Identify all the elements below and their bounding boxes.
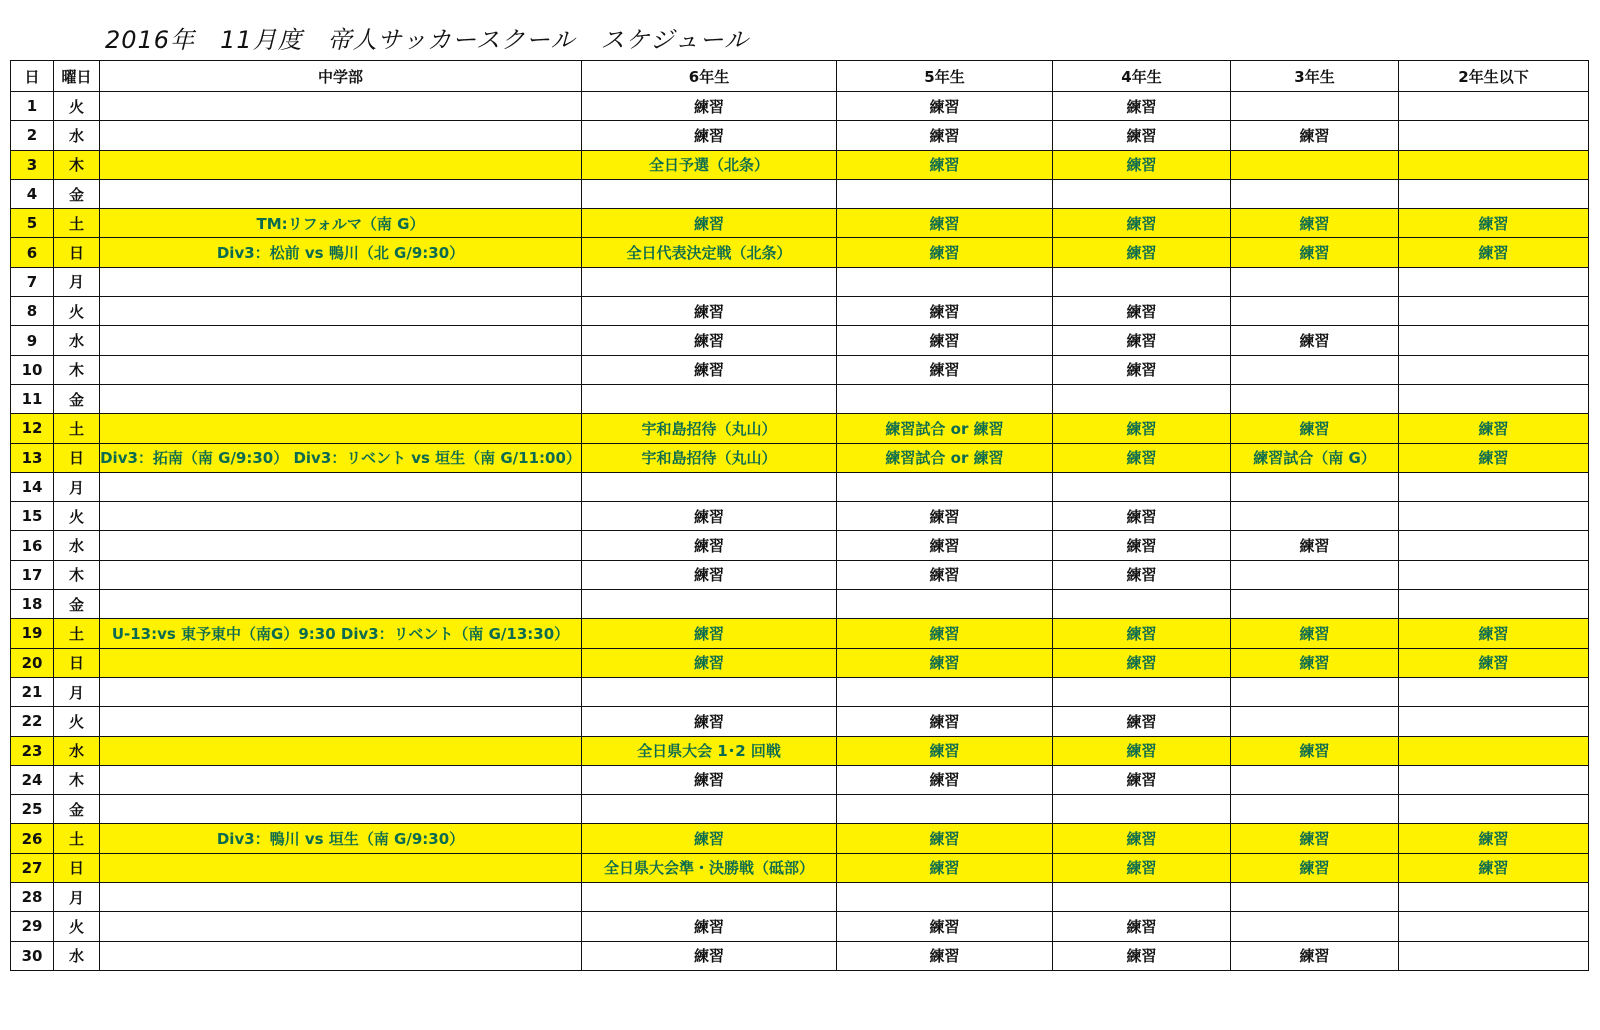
- day-cell: 22: [11, 707, 54, 736]
- junior-high-cell: [100, 179, 582, 208]
- grade6-cell: 全日県大会 1･2 回戦: [582, 736, 837, 765]
- grade6-cell: [582, 179, 837, 208]
- day-cell: 15: [11, 502, 54, 531]
- table-row: [11, 677, 1589, 706]
- weekday-cell: 土: [54, 209, 100, 238]
- header-grade2-below: 2年生以下: [1399, 61, 1589, 92]
- grade5-cell: 練習: [837, 619, 1053, 648]
- grade4-cell: 練習: [1053, 326, 1231, 355]
- table-row: [11, 443, 1589, 472]
- grade3-cell: [1231, 179, 1399, 208]
- grade4-cell: 練習: [1053, 853, 1231, 882]
- grade5-cell: [837, 795, 1053, 824]
- grade5-cell: 練習試合 or 練習: [837, 414, 1053, 443]
- table-row: [11, 297, 1589, 326]
- junior-high-cell: [100, 502, 582, 531]
- table-row: [11, 795, 1589, 824]
- table-row: [11, 560, 1589, 589]
- junior-high-cell: TM:リフォルマ（南 G）: [100, 209, 582, 238]
- day-cell: 30: [11, 941, 54, 970]
- day-cell: 27: [11, 853, 54, 882]
- junior-high-cell: [100, 92, 582, 121]
- grade3-cell: [1231, 267, 1399, 296]
- grade2-below-cell: [1399, 765, 1589, 794]
- grade3-cell: [1231, 297, 1399, 326]
- weekday-cell: 土: [54, 619, 100, 648]
- grade6-cell: 練習: [582, 297, 837, 326]
- grade4-cell: 練習: [1053, 121, 1231, 150]
- table-row: [11, 590, 1589, 619]
- grade5-cell: [837, 384, 1053, 413]
- grade4-cell: [1053, 883, 1231, 912]
- grade4-cell: 練習: [1053, 824, 1231, 853]
- grade4-cell: [1053, 677, 1231, 706]
- grade3-cell: 練習: [1231, 853, 1399, 882]
- grade6-cell: [582, 677, 837, 706]
- grade3-cell: 練習: [1231, 209, 1399, 238]
- day-cell: 24: [11, 765, 54, 794]
- junior-high-cell: [100, 677, 582, 706]
- grade3-cell: 練習: [1231, 238, 1399, 267]
- junior-high-cell: [100, 765, 582, 794]
- grade5-cell: [837, 883, 1053, 912]
- junior-high-cell: [100, 795, 582, 824]
- grade4-cell: 練習: [1053, 92, 1231, 121]
- grade6-cell: 練習: [582, 941, 837, 970]
- grade2-below-cell: [1399, 502, 1589, 531]
- grade6-cell: 練習: [582, 531, 837, 560]
- day-cell: 16: [11, 531, 54, 560]
- table-row: [11, 765, 1589, 794]
- junior-high-cell: [100, 648, 582, 677]
- schedule-table: [10, 60, 1589, 971]
- grade2-below-cell: [1399, 795, 1589, 824]
- weekday-cell: 木: [54, 150, 100, 179]
- grade3-cell: 練習: [1231, 648, 1399, 677]
- junior-high-cell: [100, 883, 582, 912]
- day-cell: 28: [11, 883, 54, 912]
- junior-high-cell: [100, 941, 582, 970]
- day-cell: 9: [11, 326, 54, 355]
- grade6-cell: 練習: [582, 326, 837, 355]
- grade6-cell: 練習: [582, 355, 837, 384]
- day-cell: 20: [11, 648, 54, 677]
- table-row: [11, 92, 1589, 121]
- grade5-cell: [837, 677, 1053, 706]
- grade4-cell: 練習: [1053, 297, 1231, 326]
- grade6-cell: [582, 795, 837, 824]
- weekday-cell: 木: [54, 765, 100, 794]
- grade5-cell: [837, 590, 1053, 619]
- grade5-cell: [837, 472, 1053, 501]
- weekday-cell: 月: [54, 677, 100, 706]
- grade2-below-cell: [1399, 736, 1589, 765]
- weekday-cell: 日: [54, 648, 100, 677]
- grade2-below-cell: 練習: [1399, 414, 1589, 443]
- grade3-cell: [1231, 472, 1399, 501]
- junior-high-cell: [100, 912, 582, 941]
- grade6-cell: [582, 590, 837, 619]
- grade2-below-cell: [1399, 150, 1589, 179]
- day-cell: 25: [11, 795, 54, 824]
- junior-high-cell: [100, 707, 582, 736]
- junior-high-cell: [100, 121, 582, 150]
- grade6-cell: [582, 384, 837, 413]
- grade2-below-cell: [1399, 677, 1589, 706]
- grade6-cell: 練習: [582, 560, 837, 589]
- grade6-cell: [582, 883, 837, 912]
- grade5-cell: 練習: [837, 326, 1053, 355]
- grade2-below-cell: [1399, 912, 1589, 941]
- grade6-cell: 練習: [582, 619, 837, 648]
- weekday-cell: 月: [54, 267, 100, 296]
- grade2-below-cell: 練習: [1399, 648, 1589, 677]
- grade6-cell: 練習: [582, 92, 837, 121]
- grade5-cell: 練習: [837, 150, 1053, 179]
- weekday-cell: 火: [54, 502, 100, 531]
- grade5-cell: 練習: [837, 121, 1053, 150]
- grade4-cell: [1053, 179, 1231, 208]
- day-cell: 3: [11, 150, 54, 179]
- grade3-cell: [1231, 677, 1399, 706]
- grade4-cell: 練習: [1053, 414, 1231, 443]
- header-day: 日: [11, 61, 54, 92]
- junior-high-cell: [100, 355, 582, 384]
- grade3-cell: [1231, 150, 1399, 179]
- grade3-cell: [1231, 883, 1399, 912]
- grade6-cell: 練習: [582, 502, 837, 531]
- junior-high-cell: [100, 414, 582, 443]
- weekday-cell: 土: [54, 824, 100, 853]
- table-row: [11, 414, 1589, 443]
- table-row: [11, 648, 1589, 677]
- grade3-cell: 練習試合（南 G）: [1231, 443, 1399, 472]
- day-cell: 26: [11, 824, 54, 853]
- day-cell: 17: [11, 560, 54, 589]
- grade4-cell: 練習: [1053, 707, 1231, 736]
- grade2-below-cell: [1399, 384, 1589, 413]
- junior-high-cell: [100, 384, 582, 413]
- grade5-cell: 練習試合 or 練習: [837, 443, 1053, 472]
- day-cell: 19: [11, 619, 54, 648]
- grade6-cell: 練習: [582, 209, 837, 238]
- table-row: [11, 150, 1589, 179]
- grade6-cell: 練習: [582, 707, 837, 736]
- grade6-cell: 練習: [582, 765, 837, 794]
- junior-high-cell: [100, 297, 582, 326]
- day-cell: 13: [11, 443, 54, 472]
- grade2-below-cell: 練習: [1399, 443, 1589, 472]
- weekday-cell: 火: [54, 912, 100, 941]
- grade4-cell: [1053, 472, 1231, 501]
- grade5-cell: 練習: [837, 92, 1053, 121]
- grade4-cell: [1053, 267, 1231, 296]
- day-cell: 4: [11, 179, 54, 208]
- weekday-cell: 日: [54, 853, 100, 882]
- grade2-below-cell: [1399, 267, 1589, 296]
- junior-high-cell: [100, 150, 582, 179]
- junior-high-cell: U-13:vs 東予東中（南G）9:30 Div3：リベント（南 G/13:30）: [100, 619, 582, 648]
- weekday-cell: 火: [54, 297, 100, 326]
- weekday-cell: 火: [54, 92, 100, 121]
- day-cell: 29: [11, 912, 54, 941]
- grade3-cell: [1231, 590, 1399, 619]
- grade3-cell: 練習: [1231, 619, 1399, 648]
- grade4-cell: 練習: [1053, 560, 1231, 589]
- header-grade5: 5年生: [837, 61, 1053, 92]
- header-grade4: 4年生: [1053, 61, 1231, 92]
- day-cell: 10: [11, 355, 54, 384]
- grade4-cell: 練習: [1053, 150, 1231, 179]
- grade6-cell: 練習: [582, 121, 837, 150]
- grade5-cell: 練習: [837, 765, 1053, 794]
- grade5-cell: 練習: [837, 912, 1053, 941]
- grade2-below-cell: [1399, 179, 1589, 208]
- grade2-below-cell: [1399, 472, 1589, 501]
- table-row: [11, 883, 1589, 912]
- weekday-cell: 水: [54, 941, 100, 970]
- table-row: [11, 326, 1589, 355]
- grade4-cell: 練習: [1053, 648, 1231, 677]
- grade2-below-cell: [1399, 707, 1589, 736]
- table-row: [11, 736, 1589, 765]
- junior-high-cell: Div3：松前 vs 鴨川（北 G/9:30）: [100, 238, 582, 267]
- grade3-cell: [1231, 355, 1399, 384]
- grade6-cell: 全日代表決定戦（北条）: [582, 238, 837, 267]
- grade5-cell: 練習: [837, 707, 1053, 736]
- junior-high-cell: [100, 326, 582, 355]
- table-row: [11, 824, 1589, 853]
- grade3-cell: [1231, 765, 1399, 794]
- table-row: [11, 853, 1589, 882]
- grade4-cell: 練習: [1053, 619, 1231, 648]
- weekday-cell: 日: [54, 443, 100, 472]
- table-row: [11, 238, 1589, 267]
- grade6-cell: 全日予選（北条）: [582, 150, 837, 179]
- grade6-cell: [582, 267, 837, 296]
- table-row: [11, 531, 1589, 560]
- table-row: [11, 179, 1589, 208]
- grade5-cell: 練習: [837, 941, 1053, 970]
- table-row: [11, 912, 1589, 941]
- grade3-cell: 練習: [1231, 326, 1399, 355]
- table-row: [11, 267, 1589, 296]
- day-cell: 12: [11, 414, 54, 443]
- weekday-cell: 日: [54, 238, 100, 267]
- grade4-cell: 練習: [1053, 736, 1231, 765]
- header-grade6: 6年生: [582, 61, 837, 92]
- grade5-cell: 練習: [837, 853, 1053, 882]
- grade2-below-cell: 練習: [1399, 238, 1589, 267]
- grade2-below-cell: [1399, 121, 1589, 150]
- weekday-cell: 木: [54, 355, 100, 384]
- table-row: [11, 619, 1589, 648]
- grade6-cell: 練習: [582, 824, 837, 853]
- grade3-cell: 練習: [1231, 824, 1399, 853]
- grade3-cell: [1231, 560, 1399, 589]
- day-cell: 21: [11, 677, 54, 706]
- grade2-below-cell: [1399, 531, 1589, 560]
- grade3-cell: [1231, 384, 1399, 413]
- weekday-cell: 金: [54, 384, 100, 413]
- grade4-cell: 練習: [1053, 502, 1231, 531]
- day-cell: 8: [11, 297, 54, 326]
- grade4-cell: [1053, 384, 1231, 413]
- grade5-cell: 練習: [837, 824, 1053, 853]
- weekday-cell: 木: [54, 560, 100, 589]
- table-row: [11, 384, 1589, 413]
- grade6-cell: 全日県大会準・決勝戦（砥部）: [582, 853, 837, 882]
- weekday-cell: 火: [54, 707, 100, 736]
- day-cell: 14: [11, 472, 54, 501]
- day-cell: 7: [11, 267, 54, 296]
- junior-high-cell: [100, 853, 582, 882]
- grade3-cell: 練習: [1231, 736, 1399, 765]
- grade3-cell: 練習: [1231, 121, 1399, 150]
- grade5-cell: 練習: [837, 560, 1053, 589]
- day-cell: 6: [11, 238, 54, 267]
- table-row: [11, 941, 1589, 970]
- grade6-cell: 宇和島招待（丸山）: [582, 443, 837, 472]
- grade4-cell: 練習: [1053, 531, 1231, 560]
- grade4-cell: 練習: [1053, 238, 1231, 267]
- weekday-cell: 水: [54, 736, 100, 765]
- day-cell: 23: [11, 736, 54, 765]
- grade3-cell: 練習: [1231, 531, 1399, 560]
- grade5-cell: 練習: [837, 355, 1053, 384]
- grade6-cell: 宇和島招待（丸山）: [582, 414, 837, 443]
- day-cell: 1: [11, 92, 54, 121]
- table-row: [11, 472, 1589, 501]
- table-row: [11, 707, 1589, 736]
- junior-high-cell: Div3：拓南（南 G/9:30） Div3：リベント vs 垣生（南 G/11:00）: [100, 443, 582, 472]
- weekday-cell: 金: [54, 795, 100, 824]
- grade5-cell: 練習: [837, 209, 1053, 238]
- grade5-cell: [837, 179, 1053, 208]
- grade3-cell: [1231, 502, 1399, 531]
- table-row: [11, 209, 1589, 238]
- day-cell: 11: [11, 384, 54, 413]
- junior-high-cell: [100, 531, 582, 560]
- grade3-cell: [1231, 707, 1399, 736]
- weekday-cell: 月: [54, 883, 100, 912]
- grade6-cell: [582, 472, 837, 501]
- table-row: [11, 355, 1589, 384]
- grade3-cell: [1231, 795, 1399, 824]
- grade5-cell: [837, 267, 1053, 296]
- grade3-cell: 練習: [1231, 414, 1399, 443]
- grade2-below-cell: [1399, 883, 1589, 912]
- header-junior-high: 中学部: [100, 61, 582, 92]
- grade2-below-cell: [1399, 355, 1589, 384]
- grade4-cell: [1053, 795, 1231, 824]
- grade5-cell: 練習: [837, 648, 1053, 677]
- weekday-cell: 月: [54, 472, 100, 501]
- grade6-cell: 練習: [582, 648, 837, 677]
- grade4-cell: 練習: [1053, 355, 1231, 384]
- header-weekday: 曜日: [54, 61, 100, 92]
- grade4-cell: 練習: [1053, 443, 1231, 472]
- grade6-cell: 練習: [582, 912, 837, 941]
- junior-high-cell: Div3：鴨川 vs 垣生（南 G/9:30）: [100, 824, 582, 853]
- grade2-below-cell: 練習: [1399, 824, 1589, 853]
- junior-high-cell: [100, 560, 582, 589]
- junior-high-cell: [100, 736, 582, 765]
- junior-high-cell: [100, 267, 582, 296]
- header-grade3: 3年生: [1231, 61, 1399, 92]
- grade5-cell: 練習: [837, 502, 1053, 531]
- junior-high-cell: [100, 590, 582, 619]
- grade2-below-cell: [1399, 92, 1589, 121]
- page-title: 2016年 11月度 帝人サッカースクール スケジュール: [105, 26, 750, 54]
- day-cell: 2: [11, 121, 54, 150]
- grade3-cell: [1231, 92, 1399, 121]
- weekday-cell: 金: [54, 179, 100, 208]
- grade2-below-cell: 練習: [1399, 853, 1589, 882]
- grade2-below-cell: [1399, 560, 1589, 589]
- grade4-cell: [1053, 590, 1231, 619]
- grade4-cell: 練習: [1053, 912, 1231, 941]
- grade3-cell: 練習: [1231, 941, 1399, 970]
- grade4-cell: 練習: [1053, 941, 1231, 970]
- junior-high-cell: [100, 472, 582, 501]
- grade4-cell: 練習: [1053, 209, 1231, 238]
- table-row: [11, 121, 1589, 150]
- grade2-below-cell: 練習: [1399, 209, 1589, 238]
- table-row: [11, 502, 1589, 531]
- grade2-below-cell: [1399, 326, 1589, 355]
- grade3-cell: [1231, 912, 1399, 941]
- day-cell: 5: [11, 209, 54, 238]
- grade4-cell: 練習: [1053, 765, 1231, 794]
- header-row: [11, 61, 1589, 92]
- grade2-below-cell: [1399, 941, 1589, 970]
- weekday-cell: 水: [54, 121, 100, 150]
- grade5-cell: 練習: [837, 297, 1053, 326]
- weekday-cell: 水: [54, 326, 100, 355]
- grade5-cell: 練習: [837, 531, 1053, 560]
- day-cell: 18: [11, 590, 54, 619]
- grade2-below-cell: 練習: [1399, 619, 1589, 648]
- grade2-below-cell: [1399, 297, 1589, 326]
- weekday-cell: 金: [54, 590, 100, 619]
- grade2-below-cell: [1399, 590, 1589, 619]
- weekday-cell: 水: [54, 531, 100, 560]
- grade5-cell: 練習: [837, 736, 1053, 765]
- grade5-cell: 練習: [837, 238, 1053, 267]
- weekday-cell: 土: [54, 414, 100, 443]
